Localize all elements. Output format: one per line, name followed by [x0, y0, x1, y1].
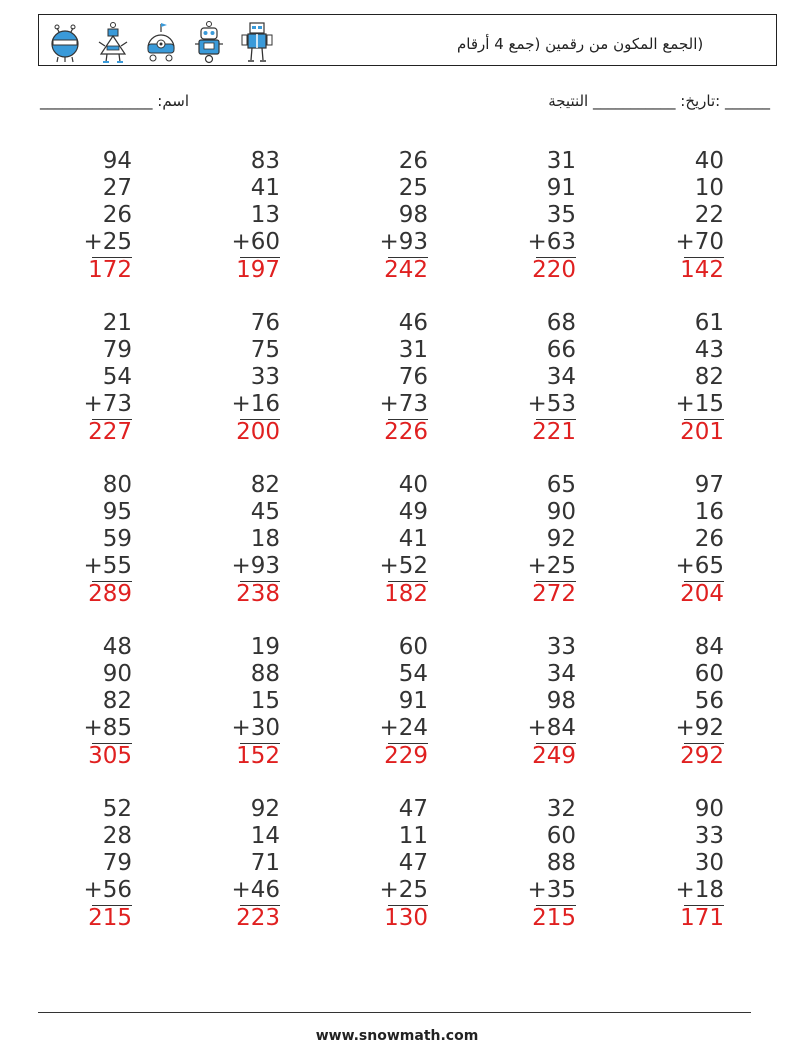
addend: 61 [694, 310, 724, 336]
addition-problem [328, 796, 428, 936]
addend: 16 [694, 499, 724, 525]
addition-problem [32, 796, 132, 936]
addend: 26 [694, 526, 724, 552]
addend: 34 [546, 661, 576, 687]
addend: 40 [398, 472, 428, 498]
addend: 90 [102, 661, 132, 687]
addend: 54 [102, 364, 132, 390]
addend: 79 [102, 337, 132, 363]
addend: 76 [250, 310, 280, 336]
addend: 60 [398, 634, 428, 660]
addend: +73 [379, 391, 428, 417]
answer: 221 [532, 419, 576, 445]
addition-problem [328, 634, 428, 774]
addend: 94 [102, 148, 132, 174]
addend: +60 [231, 229, 280, 255]
addend: +16 [231, 391, 280, 417]
addend: +18 [675, 877, 724, 903]
addition-problem [180, 472, 280, 612]
footer-site: www.snowmath.com [315, 1028, 479, 1044]
addend: +30 [231, 715, 280, 741]
addition-problem [32, 472, 132, 612]
addend: +25 [83, 229, 132, 255]
addend: 79 [102, 850, 132, 876]
addition-problem [476, 148, 576, 288]
addend: 19 [250, 634, 280, 660]
addition-problem [476, 634, 576, 774]
addend: 88 [250, 661, 280, 687]
answer: 200 [236, 419, 280, 445]
addition-problem [180, 634, 280, 774]
worksheet-title: (الجمع المكون من رقمين (جمع 4 أرقام [457, 35, 704, 53]
addend: 28 [102, 823, 132, 849]
addition-problem [32, 310, 132, 450]
addition-problem [624, 472, 724, 612]
addend: 13 [250, 202, 280, 228]
worksheet-header [38, 14, 777, 66]
addition-problem [476, 796, 576, 936]
addend: 47 [398, 850, 428, 876]
addend: 47 [398, 796, 428, 822]
answer: 272 [532, 581, 576, 607]
addition-problem [476, 472, 576, 612]
addend: 48 [102, 634, 132, 660]
answer: 220 [532, 257, 576, 283]
addend: 41 [250, 175, 280, 201]
answer: 182 [384, 581, 428, 607]
addend: 26 [398, 148, 428, 174]
addition-problem [624, 310, 724, 450]
answer: 289 [88, 581, 132, 607]
addend: 15 [250, 688, 280, 714]
robot-icon-5 [239, 20, 275, 64]
addend: 27 [102, 175, 132, 201]
addend: 31 [398, 337, 428, 363]
addend: 41 [398, 526, 428, 552]
addend: +93 [231, 553, 280, 579]
addition-problem [328, 310, 428, 450]
addend: +85 [83, 715, 132, 741]
addend: +25 [379, 877, 428, 903]
addend: 22 [694, 202, 724, 228]
answer: 238 [236, 581, 280, 607]
answer: 305 [88, 743, 132, 769]
addition-problem [32, 148, 132, 288]
addend: +73 [83, 391, 132, 417]
addend: 14 [250, 823, 280, 849]
answer: 172 [88, 257, 132, 283]
addend: 21 [102, 310, 132, 336]
addend: 33 [250, 364, 280, 390]
addend: 32 [546, 796, 576, 822]
addend: +46 [231, 877, 280, 903]
addition-problem [624, 148, 724, 288]
addition-problem [32, 634, 132, 774]
addend: 91 [546, 175, 576, 201]
answer: 249 [532, 743, 576, 769]
date-score-field: ______ :تاريخ: ___________ النتيجة [548, 92, 770, 110]
addend: 66 [546, 337, 576, 363]
answer: 201 [680, 419, 724, 445]
footer-divider [38, 1012, 751, 1013]
addend: 11 [398, 823, 428, 849]
answer: 215 [532, 905, 576, 931]
addition-problem [476, 310, 576, 450]
addend: +65 [675, 553, 724, 579]
addend: 60 [546, 823, 576, 849]
answer: 242 [384, 257, 428, 283]
addend: +35 [527, 877, 576, 903]
addend: 90 [694, 796, 724, 822]
addend: 92 [250, 796, 280, 822]
addition-problem [624, 634, 724, 774]
addend: 34 [546, 364, 576, 390]
addend: 33 [694, 823, 724, 849]
addend: 82 [694, 364, 724, 390]
addend: 56 [694, 688, 724, 714]
addend: 95 [102, 499, 132, 525]
addend: 91 [398, 688, 428, 714]
addend: +92 [675, 715, 724, 741]
addend: 52 [102, 796, 132, 822]
addend: 80 [102, 472, 132, 498]
addend: +56 [83, 877, 132, 903]
addend: 31 [546, 148, 576, 174]
addend: 46 [398, 310, 428, 336]
addend: 43 [694, 337, 724, 363]
addend: 98 [398, 202, 428, 228]
addend: +52 [379, 553, 428, 579]
addend: 65 [546, 472, 576, 498]
answer: 229 [384, 743, 428, 769]
addend: 35 [546, 202, 576, 228]
addend: 75 [250, 337, 280, 363]
answer: 204 [680, 581, 724, 607]
addend: 18 [250, 526, 280, 552]
addend: 88 [546, 850, 576, 876]
addend: 40 [694, 148, 724, 174]
addend: +84 [527, 715, 576, 741]
name-field: اسم: _______________ [40, 92, 190, 110]
robot-icon-4 [191, 20, 227, 64]
addition-problem [180, 310, 280, 450]
addend: 83 [250, 148, 280, 174]
addend: 60 [694, 661, 724, 687]
addend: 76 [398, 364, 428, 390]
answer: 292 [680, 743, 724, 769]
addend: 59 [102, 526, 132, 552]
addend: +24 [379, 715, 428, 741]
addend: +25 [527, 553, 576, 579]
answer: 197 [236, 257, 280, 283]
answer: 152 [236, 743, 280, 769]
addition-problem [180, 796, 280, 936]
addend: +53 [527, 391, 576, 417]
addend: +15 [675, 391, 724, 417]
addend: 92 [546, 526, 576, 552]
addend: 82 [102, 688, 132, 714]
robot-icon-2 [95, 20, 131, 64]
answer: 215 [88, 905, 132, 931]
answer: 226 [384, 419, 428, 445]
robot-icon-3 [143, 20, 179, 64]
addend: 97 [694, 472, 724, 498]
addend: 45 [250, 499, 280, 525]
addend: 54 [398, 661, 428, 687]
addition-problem [328, 472, 428, 612]
addend: 10 [694, 175, 724, 201]
addend: +93 [379, 229, 428, 255]
answer: 130 [384, 905, 428, 931]
addition-problem [624, 796, 724, 936]
addend: 82 [250, 472, 280, 498]
robot-icon-1 [47, 20, 83, 64]
addend: +63 [527, 229, 576, 255]
addend: 68 [546, 310, 576, 336]
addend: 26 [102, 202, 132, 228]
addend: 30 [694, 850, 724, 876]
addend: 98 [546, 688, 576, 714]
answer: 227 [88, 419, 132, 445]
addend: +55 [83, 553, 132, 579]
addend: 49 [398, 499, 428, 525]
addition-problem [328, 148, 428, 288]
answer: 171 [680, 905, 724, 931]
addend: +70 [675, 229, 724, 255]
addend: 71 [250, 850, 280, 876]
answer: 142 [680, 257, 724, 283]
addend: 33 [546, 634, 576, 660]
answer: 223 [236, 905, 280, 931]
addend: 25 [398, 175, 428, 201]
addend: 90 [546, 499, 576, 525]
addition-problem [180, 148, 280, 288]
addend: 84 [694, 634, 724, 660]
